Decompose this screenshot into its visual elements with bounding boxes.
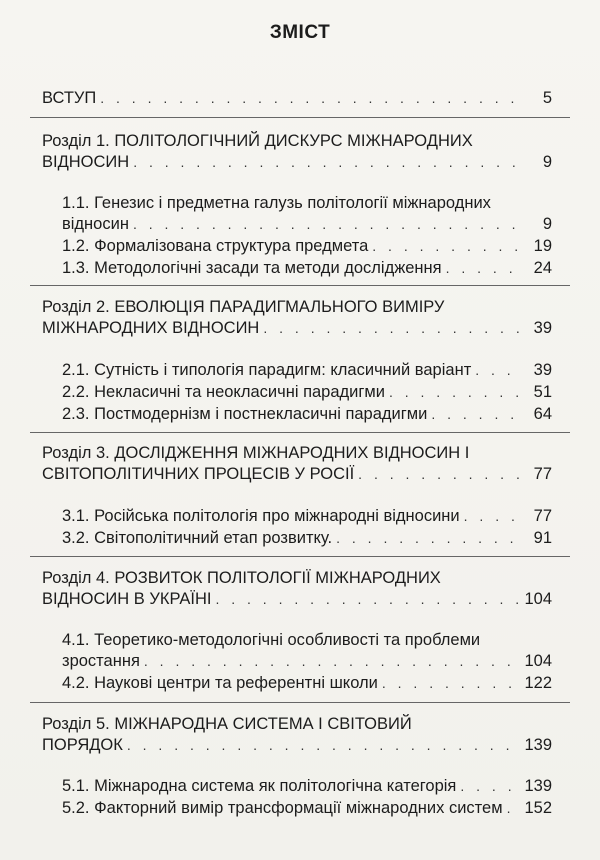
toc-section-3-1[interactable] [62,506,552,527]
dot-leader [133,214,522,235]
toc-entry-label: ПОРЯДОК [42,736,123,754]
toc-entry-label: 2.1. Сутність і типологія парадигм: класичний варіант [62,361,472,379]
toc-page-number: 77 [533,465,552,483]
toc-entry-label: 1.2. Формалізована структура предмета [62,237,369,255]
toc-entry-label: ВІДНОСИН [42,153,130,171]
toc-entry-label: зростання [62,652,140,670]
separator-line [30,556,570,557]
dot-leader [336,528,522,549]
toc-chapter-3-title[interactable]: Розділ 3. ДОСЛІДЖЕННЯ МІЖНАРОДНИХ ВІДНОСИН І [42,444,470,462]
toc-chapter-1[interactable] [42,152,552,173]
toc-page-number: 9 [542,153,552,171]
separator-line [30,285,570,286]
toc-chapter-3[interactable] [42,464,552,485]
dot-leader [460,776,520,797]
toc-page-number: 5 [542,89,552,107]
toc-section-5-2[interactable] [62,798,552,819]
toc-page-number: 9 [542,215,552,233]
toc-page-number: 39 [533,319,552,337]
dot-leader [100,88,522,109]
separator-line [30,117,570,118]
toc-entry-label: 4.2. Наукові центри та референтні школи [62,674,378,692]
toc-page-number: 152 [524,799,552,817]
toc-chapter-5-title[interactable]: Розділ 5. МІЖНАРОДНА СИСТЕМА І СВІТОВИЙ [42,715,412,733]
toc-entry-label: 2.2. Некласичні та неокласичні парадигми [62,383,385,401]
separator-line [30,432,570,433]
toc-page-number: 139 [524,777,552,795]
toc-chapter-2-title[interactable]: Розділ 2. ЕВОЛЮЦІЯ ПАРАДИГМАЛЬНОГО ВИМІРУ [42,298,445,316]
toc-section-4-2[interactable] [62,673,552,694]
toc-chapter-1-title[interactable]: Розділ 1. ПОЛІТОЛОГІЧНИЙ ДИСКУРС МІЖНАРОДНИХ [42,132,473,150]
dot-leader [215,589,520,610]
toc-page-number: 24 [533,259,552,277]
toc-page-number: 51 [533,383,552,401]
toc-chapter-5[interactable] [42,735,552,756]
toc-page-number: 19 [533,237,552,255]
dot-leader [263,318,522,339]
toc-section-1-2[interactable] [62,236,552,257]
toc-page-number: 104 [524,652,552,670]
separator-line [30,702,570,703]
toc-entry-label: 3.2. Світополітичний етап розвитку. [62,529,333,547]
page-title: ЗМІСТ [269,22,331,43]
toc-section-5-1[interactable] [62,776,552,797]
toc-entry-label: СВІТОПОЛІТИЧНИХ ПРОЦЕСІВ У РОСІЇ [42,465,355,483]
toc-section-3-2[interactable] [62,528,552,549]
toc-chapter-4[interactable] [42,589,552,610]
toc-entry-label: 3.1. Російська політологія про міжнародні відносини [62,507,460,525]
toc-chapter-4-title[interactable]: Розділ 4. РОЗВИТОК ПОЛІТОЛОГІЇ МІЖНАРОДНИХ [42,569,441,587]
toc-page-number: 104 [524,590,552,608]
toc-entry-label: 5.2. Факторний вимір трансформації міжнародних систем [62,799,503,817]
toc-entry-label: МІЖНАРОДНИХ ВІДНОСИН [42,319,260,337]
toc-section-2-3[interactable] [62,404,552,425]
toc-page-number: 91 [533,529,552,547]
dot-leader [382,673,521,694]
toc-entry-intro[interactable] [42,88,552,109]
dot-leader [133,152,522,173]
dot-leader [464,506,522,527]
toc-page-number: 77 [533,507,552,525]
toc-section-1-1[interactable] [62,214,552,235]
toc-entry-label: 2.3. Постмодернізм і постнекласичні парадигми [62,405,428,423]
toc-entry-label: 1.3. Методологічні засади та методи дослідження [62,259,442,277]
toc-chapter-2[interactable] [42,318,552,339]
toc-page-number: 39 [533,361,552,379]
toc-section-4-1[interactable] [62,651,552,672]
dot-leader [389,382,522,403]
toc-entry-label: ВСТУП [42,89,97,107]
dot-leader [372,236,522,257]
dot-leader [446,258,522,279]
dot-leader [127,735,521,756]
toc-section-2-2[interactable] [62,382,552,403]
toc-entry-label: ВІДНОСИН В УКРАЇНІ [42,590,212,608]
dot-leader [144,651,521,672]
toc-entry-label: 5.1. Міжнародна система як політологічна категорія [62,777,457,795]
toc-section-4-1-title[interactable]: 4.1. Теоретико-методологічні особливості та проблеми [62,631,481,649]
dot-leader [358,464,522,485]
toc-page-number: 139 [524,736,552,754]
dot-leader [507,798,521,819]
toc-entry-label: відносин [62,215,129,233]
dot-leader [475,360,522,381]
toc-page-number: 122 [524,674,552,692]
dot-leader [431,404,522,425]
toc-section-1-1-title[interactable]: 1.1. Генезис і предметна галузь політології міжнародних [62,194,491,212]
toc-section-1-3[interactable] [62,258,552,279]
toc-section-2-1[interactable] [62,360,552,381]
toc-page-number: 64 [533,405,552,423]
